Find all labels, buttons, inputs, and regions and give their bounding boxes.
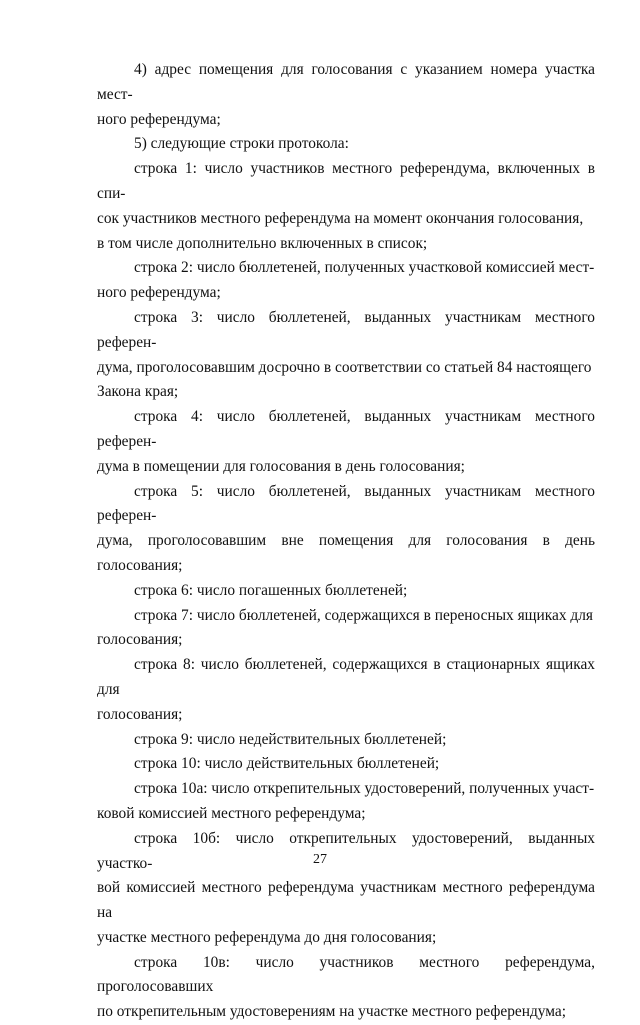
- document-body: [97, 58, 595, 1025]
- paragraph-line-10b: строка 10б: число открепительных удостоверений, выданных участко- вой комиссией местного референдума участникам местного референдума на участке местного референдума до дня голосования;: [97, 829, 595, 946]
- paragraph-item-4-address: 4) адрес помещения для голосования с указанием номера участка мест- ного референдума;: [97, 61, 595, 128]
- paragraph-item-5-protocol-lines: 5) следующие строки протокола:: [134, 135, 349, 153]
- paragraph-line-9: строка 9: число недействительных бюллетеней;: [134, 730, 447, 748]
- paragraph-line-10v: строка 10в: число участников местного референдума, проголосовавших по открепительным удостоверениям на участке местного референдума;: [97, 953, 595, 1021]
- paragraph-line-5: строка 5: число бюллетеней, выданных участникам местного референ- дума, проголосовавшим вне помещения для голосования в день голосования;: [97, 482, 595, 574]
- paragraph-line-10: строка 10: число действительных бюллетеней;: [134, 755, 440, 773]
- paragraph-line-10a: строка 10а: число открепительных удостоверений, полученных участ- ковой комиссией местного референдума;: [97, 780, 595, 822]
- paragraph-line-7: строка 7: число бюллетеней, содержащихся в переносных ящиках для голосования;: [97, 606, 593, 649]
- paragraph-line-2: строка 2: число бюллетеней, полученных участковой комиссией мест- ного референдума;: [97, 259, 595, 302]
- paragraph-line-6: строка 6: число погашенных бюллетеней;: [134, 581, 408, 599]
- paragraph-line-8: строка 8: число бюллетеней, содержащихся в стационарных ящиках для голосования;: [97, 656, 595, 723]
- paragraph-line-3: строка 3: число бюллетеней, выданных участникам местного референ- дума, проголосовавшим досрочно в соответствии со статьей 84 настоящего Закона края;: [97, 308, 595, 401]
- page-number: 27: [313, 852, 327, 867]
- paragraph-line-1: строка 1: число участников местного референдума, включенных в спи- сок участников местного референдума на момент окончания голосования, в том числе дополнительно включенных в список;: [97, 160, 595, 252]
- paragraph-line-4: строка 4: число бюллетеней, выданных участникам местного референ- дума в помещении для голосования в день голосования;: [97, 408, 595, 475]
